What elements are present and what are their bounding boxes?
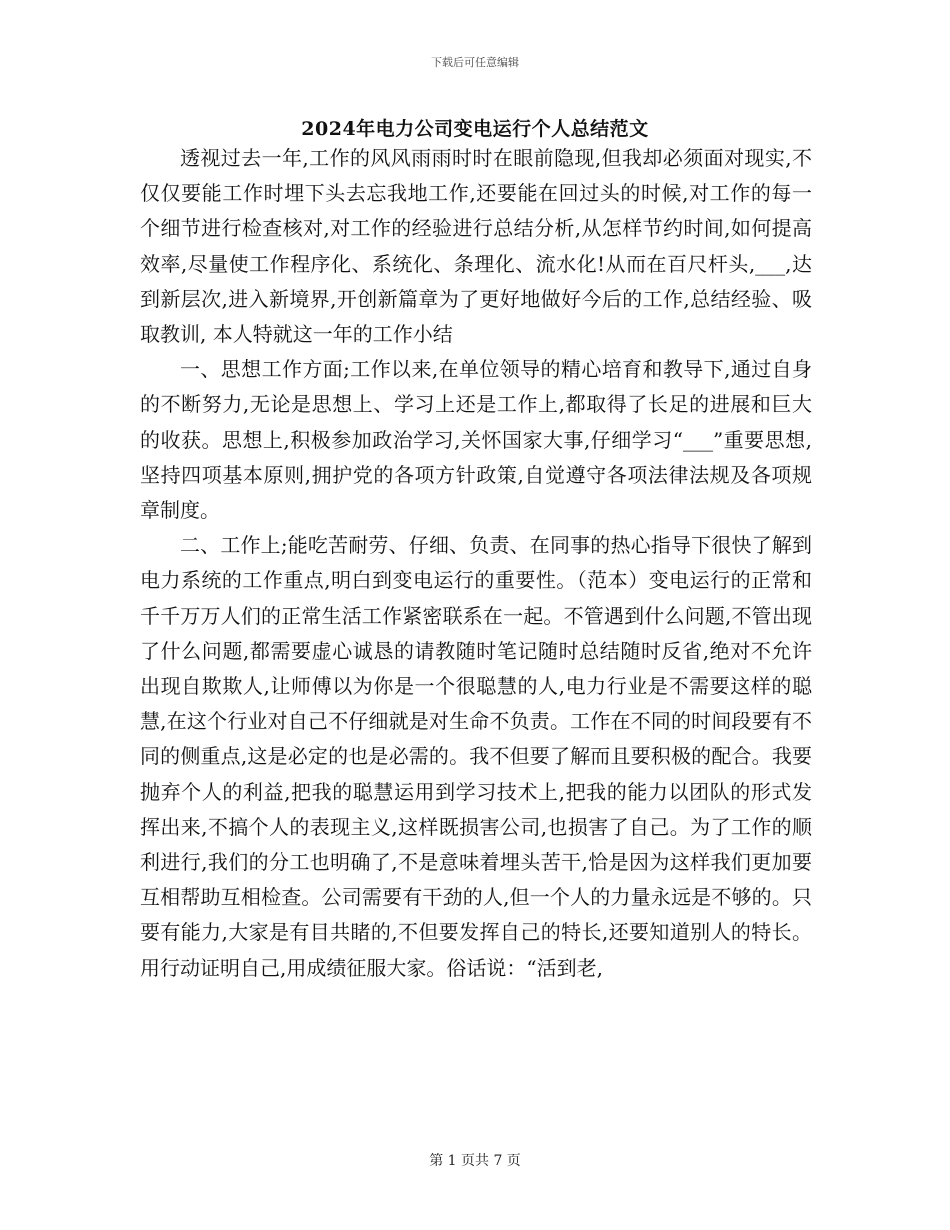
page-number: 第 1 页共 7 页 [429,1153,521,1169]
paragraph-intro: 透视过去一年,工作的风风雨雨时时在眼前隐现,但我却必须面对现实,不仅仅要能工作时埋下头去忘我地工作,还要能在回过头的时候,对工作的每一个细节进行检查核对,对工作的经验进行总结分析,从怎样节约时间,如何提高效率,尽量使工作程序化、系统化、条理化、流水化!从而在百尺杆头,___,达到新层次,进入新境界,开创新篇章为了更好地做好今后的工作,总结经验、吸取教训, 本人特就这一年的工作小结 [140,146,812,347]
page-header-note: 下载后可任意编辑 [431,56,519,69]
paragraph-thought-work: 一、思想工作方面;工作以来,在单位领导的精心培育和教导下,通过自身的不断努力,无论是思想上、学习上还是工作上,都取得了长足的进展和巨大的收获。思想上,积极参加政治学习,关怀国家大事,仔细学习“___”重要思想,坚持四项基本原则,拥护党的各项方针政策,自觉遵守各项法律法规及各项规章制度。 [140,357,812,523]
paragraph-work: 二、工作上;能吃苦耐劳、仔细、负责、在同事的热心指导下很快了解到电力系统的工作重点,明白到变电运行的重要性。（范本）变电运行的正常和千千万万人们的正常生活工作紧密联系在一起。不管遇到什么问题,不管出现了什么问题,都需要虚心诚恳的请教随时笔记随时总结随时反省,绝对不允许出现自欺欺人,让师傅以为你是一个很聪慧的人,电力行业是不需要这样的聪慧,在这个行业对自己不仔细就是对生命不负责。工作在不同的时间段要有不同的侧重点,这是必定的也是必需的。我不但要了解而且要积极的配合。我要抛弃个人的利益,把我的聪慧运用到学习技术上,把我的能力以团队的形式发挥出来,不搞个人的表现主义,这样既损害公司,也损害了自己。为了工作的顺利进行,我们的分工也明确了,不是意味着埋头苦干,恰是因为这样我们更加要互相帮助互相检查。公司需要有干劲的人,但一个人的力量永远是不够的。只要有能力,大家是有目共睹的,不但要发挥自己的特长,还要知道别人的特长。用行动证明自己,用成绩征服大家。俗话说：“活到老, [140,533,812,980]
document-body [140,141,812,986]
document-title: 2024年电力公司变电运行个人总结范文 [301,118,649,140]
